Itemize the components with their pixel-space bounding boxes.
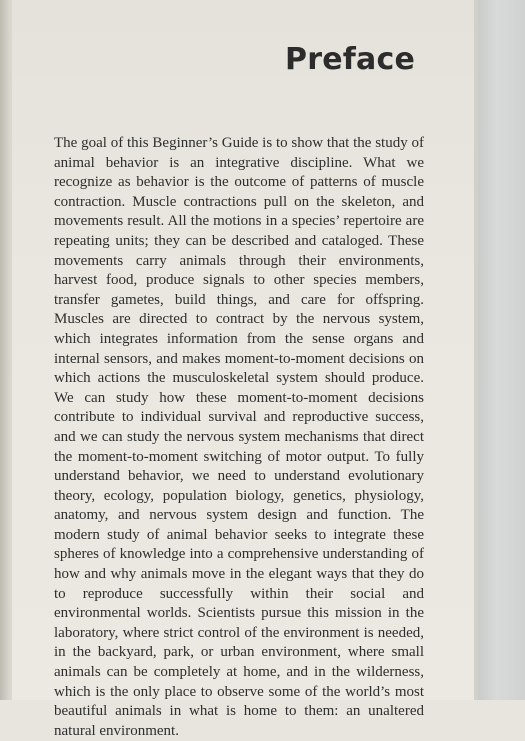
background-surface xyxy=(478,0,525,700)
page-title: Preface xyxy=(285,42,415,77)
preface-paragraph: The goal of this Beginner’s Guide is to show that the study of animal behavior is an integrative discipline. What we recognize as behavior is the outcome of patterns of muscle contraction. Muscle contractions pull on the skeleton, and movements result. All the motions in a species’ repertoire are repeating units; they can be described and cataloged. These movements carry animals through their environments, harvest food, produce signals to other species members, transfer gametes, build things, and care for offspring. Muscles are directed to contract by the nervous system, which integrates information from the sense organs and internal sensors, and makes moment-to-moment decisions on which actions the musculoskeletal system should produce. We can study how these moment-to-moment decisions contribute to individual survival and reproductive success, and we can study the nervous system mechanisms that direct the moment-to-moment switching of motor output. To fully understand behavior, we need to understand evolutionary theory, ecology, population biology, genetics, physiology, anatomy, and nervous system design and function. The modern study of animal behavior seeks to integrate these spheres of knowledge into a comprehensive understanding of how and why animals move in the elegant ways that they do to reproduce successfully within their social and environmental worlds. Scientists pursue this mission in the laboratory, where strict control of the environment is needed, in the backyard, park, or urban environment, where small animals can be completely at home, and in the wilderness, which is the only place to observe some of the world’s most beautiful animals in what is home to them: an unaltered natural environment. xyxy=(54,135,424,739)
